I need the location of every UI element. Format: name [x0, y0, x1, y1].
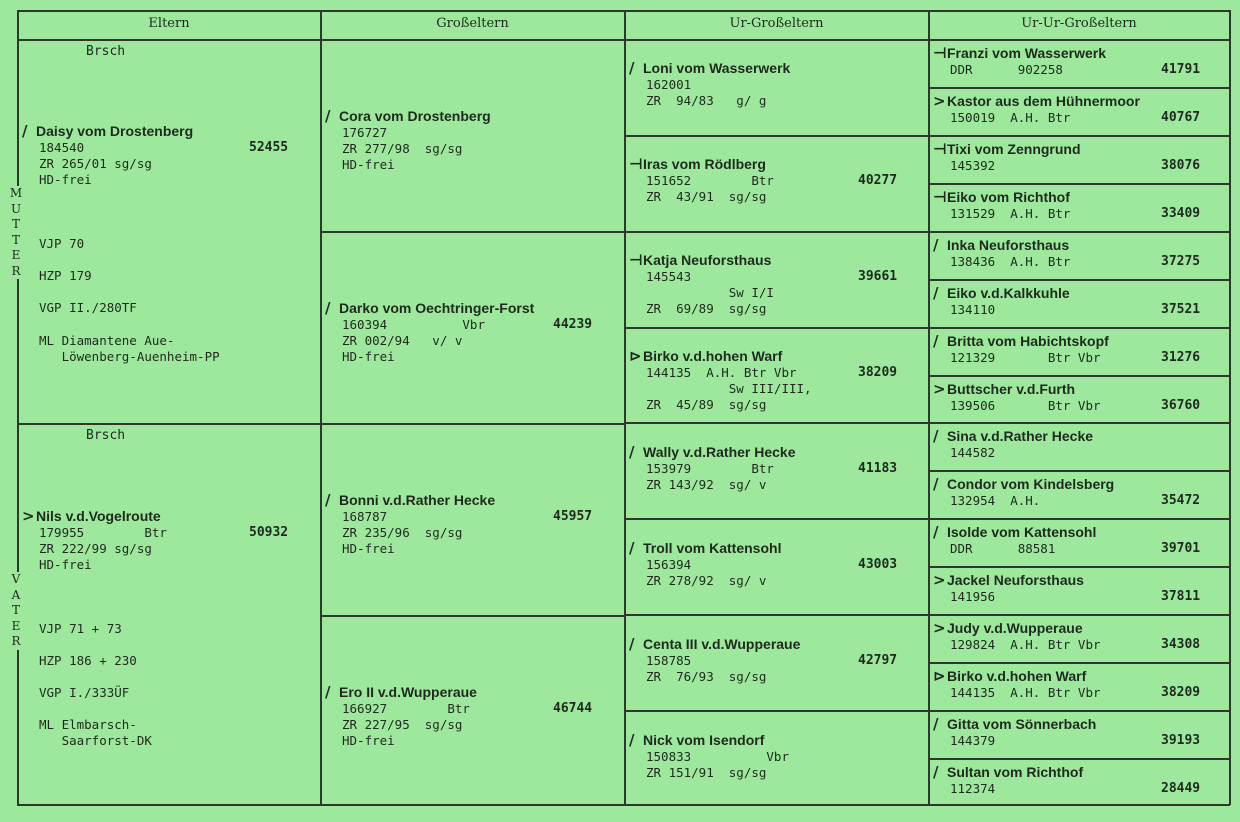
entry-line: HD-frei: [39, 172, 92, 187]
great-grandparent-entry: [629, 731, 924, 781]
pedigree-symbol-icon: /: [933, 332, 939, 350]
dog-name: Jackel Neuforsthaus: [947, 572, 1084, 588]
pedigree-symbol-icon: /: [933, 284, 939, 302]
dog-name: Franzi vom Wasserwerk: [947, 45, 1106, 61]
registration-number: 34308: [1161, 637, 1201, 652]
pedigree-symbol-icon: /: [933, 523, 939, 541]
row-divider: [928, 135, 1230, 137]
registration-number: 28449: [1161, 781, 1201, 796]
great-great-grandparent-entry: [933, 44, 1225, 78]
border-left: [17, 10, 19, 805]
dog-name: Darko vom Oechtringer-Forst: [339, 300, 535, 316]
entry-line: ZR 235/96 sg/sg: [342, 525, 463, 540]
dog-name: Tixi vom Zenngrund: [947, 141, 1081, 157]
entry-line: HD-frei: [342, 733, 395, 748]
great-grandparent-entry: [629, 251, 924, 317]
pedigree-symbol-icon: >: [933, 571, 946, 589]
great-great-grandparent-entry: [933, 284, 1225, 318]
row-divider: [320, 423, 625, 425]
entry-line: HD-frei: [342, 541, 395, 556]
registration-number: 46744: [553, 701, 593, 716]
entry-line: 158785: [646, 653, 692, 668]
row-divider: [928, 87, 1230, 89]
pedigree-symbol-icon: /: [629, 731, 635, 749]
entry-line: 132954 A.H.: [950, 493, 1041, 508]
registration-number: 37275: [1161, 254, 1201, 269]
pedigree-symbol-icon: ⊣: [933, 44, 947, 62]
pedigree-symbol-icon: ⊣: [933, 188, 947, 206]
father-ml-line2: Saarforst-DK: [39, 733, 152, 748]
great-great-grandparent-entry: [933, 763, 1225, 797]
row-divider: [928, 758, 1230, 760]
row-divider: [624, 135, 929, 137]
row-divider: [928, 231, 1230, 233]
registration-number: 45957: [553, 509, 593, 524]
pedigree-symbol-icon: /: [629, 539, 635, 557]
registration-number: 31276: [1161, 350, 1201, 365]
entry-line: Sw III/III,: [646, 381, 812, 396]
mother-ml-line1: ML Diamantene Aue-: [39, 333, 175, 348]
father-ml-line1: ML Elmbarsch-: [39, 717, 137, 732]
entry-line: ZR 278/92 sg/ v: [646, 573, 767, 588]
dog-name: Sina v.d.Rather Hecke: [947, 428, 1094, 444]
father-entry: [22, 507, 312, 573]
entry-line: ZR 76/93 sg/sg: [646, 669, 767, 684]
entry-line: 150833 Vbr: [646, 749, 789, 764]
entry-line: ZR 277/98 sg/sg: [342, 141, 463, 156]
entry-line: 134110: [950, 302, 996, 317]
pedigree-symbol-icon: /: [629, 635, 635, 653]
entry-line: 131529 A.H. Btr: [950, 206, 1071, 221]
dog-name: Cora vom Drostenberg: [339, 108, 491, 124]
father-vgp: VGP I./333ÜF: [39, 685, 130, 700]
row-divider: [928, 566, 1230, 568]
entry-line: 176727: [342, 125, 388, 140]
registration-number: 37811: [1161, 589, 1201, 604]
pedigree-symbol-icon: /: [933, 715, 939, 733]
dog-name: Nick vom Isendorf: [643, 732, 765, 748]
dog-name: Centa III v.d.Wupperaue: [643, 636, 801, 652]
dog-name: Gitta vom Sönnerbach: [947, 716, 1097, 732]
row-divider: [928, 327, 1230, 329]
border-col3: [624, 10, 626, 805]
pedigree-symbol-icon: /: [629, 443, 635, 461]
grandparent-entry: [325, 683, 620, 749]
entry-line: 145392: [950, 158, 996, 173]
registration-number: 38209: [1161, 685, 1201, 700]
dog-name: Judy v.d.Wupperaue: [947, 620, 1083, 636]
row-divider: [624, 710, 929, 712]
registration-number: 41791: [1161, 62, 1201, 77]
dog-name: Nils v.d.Vogelroute: [36, 508, 161, 524]
entry-line: 141956: [950, 589, 996, 604]
dog-name: Buttscher v.d.Furth: [947, 381, 1076, 397]
great-grandparent-entry: [629, 59, 924, 109]
entry-line: ZR 94/83 g/ g: [646, 93, 767, 108]
dog-name: Ero II v.d.Wupperaue: [339, 684, 477, 700]
border-bottom: [17, 804, 1230, 806]
mother-brsch: Brsch: [86, 44, 126, 59]
row-divider: [17, 423, 321, 425]
row-divider: [624, 422, 929, 424]
pedigree-symbol-icon: /: [629, 59, 635, 77]
entry-line: DDR 902258: [950, 62, 1063, 77]
dog-name: Loni vom Wasserwerk: [643, 60, 791, 76]
mother-hzp: HZP 179: [39, 268, 92, 283]
registration-number: 41183: [858, 461, 898, 476]
entry-line: Sw I/I: [646, 285, 774, 300]
great-great-grandparent-entry: [933, 380, 1225, 414]
side-label-vater: V A T E R: [9, 572, 23, 650]
entry-line: 144582: [950, 445, 996, 460]
entry-line: ZR 143/92 sg/ v: [646, 477, 767, 492]
entry-line: 153979 Btr: [646, 461, 774, 476]
registration-number: 39661: [858, 269, 898, 284]
pedigree-symbol-icon: /: [325, 491, 331, 509]
pedigree-symbol-icon: ⊳: [933, 667, 946, 685]
registration-number: 39193: [1161, 733, 1201, 748]
registration-number: 52455: [249, 140, 289, 155]
side-label-mutter: M U T T E R: [9, 186, 23, 278]
border-top: [17, 10, 1230, 12]
row-divider: [928, 422, 1230, 424]
registration-number: 42797: [858, 653, 898, 668]
mother-vgp: VGP II./280TF: [39, 300, 137, 315]
great-grandparent-entry: [629, 539, 924, 589]
entry-line: ZR 43/91 sg/sg: [646, 189, 767, 204]
entry-line: DDR 88581: [950, 541, 1056, 556]
row-divider: [928, 614, 1230, 616]
great-great-grandparent-entry: [933, 140, 1225, 174]
great-great-grandparent-entry: [933, 667, 1225, 701]
registration-number: 33409: [1161, 206, 1201, 221]
entry-line: 166927 Btr: [342, 701, 470, 716]
dog-name: Wally v.d.Rather Hecke: [643, 444, 796, 460]
row-divider: [928, 710, 1230, 712]
great-great-grandparent-entry: [933, 523, 1225, 557]
entry-line: 150019 A.H. Btr: [950, 110, 1071, 125]
dog-name: Eiko vom Richthof: [947, 189, 1070, 205]
row-divider: [928, 375, 1230, 377]
header-ur-ur-grosseltern: Ur-Ur-Großeltern: [1021, 16, 1137, 31]
pedigree-symbol-icon: /: [933, 427, 939, 445]
entry-line: 156394: [646, 557, 692, 572]
pedigree-symbol-icon: ⊣: [629, 155, 643, 173]
great-grandparent-entry: [629, 443, 924, 493]
great-great-grandparent-entry: [933, 427, 1225, 461]
entry-line: 138436 A.H. Btr: [950, 254, 1071, 269]
entry-line: 144379: [950, 733, 996, 748]
great-grandparent-entry: [629, 635, 924, 685]
father-brsch: Brsch: [86, 428, 126, 443]
row-divider: [928, 662, 1230, 664]
entry-line: 168787: [342, 509, 388, 524]
row-divider: [624, 327, 929, 329]
registration-number: 40277: [858, 173, 898, 188]
dog-name: Daisy vom Drostenberg: [36, 123, 194, 139]
entry-line: HD-frei: [342, 157, 395, 172]
registration-number: 36760: [1161, 398, 1201, 413]
entry-line: 184540: [39, 140, 85, 155]
registration-number: 35472: [1161, 493, 1201, 508]
dog-name: Iras vom Rödlberg: [643, 156, 766, 172]
dog-name: Bonni v.d.Rather Hecke: [339, 492, 496, 508]
entry-line: ZR 69/89 sg/sg: [646, 301, 767, 316]
dog-name: Inka Neuforsthaus: [947, 237, 1070, 253]
great-grandparent-entry: [629, 347, 924, 413]
great-great-grandparent-entry: [933, 236, 1225, 270]
registration-number: 43003: [858, 557, 898, 572]
father-vjp: VJP 71 + 73: [39, 621, 122, 636]
header-grosseltern: Großeltern: [436, 16, 509, 31]
header-ur-grosseltern: Ur-Großeltern: [729, 16, 824, 31]
dog-name: Sultan vom Richthof: [947, 764, 1084, 780]
dog-name: Condor vom Kindelsberg: [947, 476, 1115, 492]
row-divider: [928, 518, 1230, 520]
pedigree-symbol-icon: >: [22, 507, 35, 525]
grandparent-entry: [325, 491, 620, 557]
great-great-grandparent-entry: [933, 92, 1225, 126]
entry-line: 179955 Btr: [39, 525, 167, 540]
dog-name: Eiko v.d.Kalkkuhle: [947, 285, 1070, 301]
border-right: [1229, 10, 1231, 805]
entry-line: ZR 002/94 v/ v: [342, 333, 463, 348]
row-divider: [320, 231, 625, 233]
pedigree-symbol-icon: /: [22, 122, 28, 140]
entry-line: ZR 265/01 sg/sg: [39, 156, 152, 171]
entry-line: 121329 Btr Vbr: [950, 350, 1101, 365]
dog-name: Troll vom Kattensohl: [643, 540, 782, 556]
entry-line: ZR 222/99 sg/sg: [39, 541, 152, 556]
pedigree-symbol-icon: ⊣: [629, 251, 643, 269]
grandparent-entry: [325, 299, 620, 365]
great-great-grandparent-entry: [933, 475, 1225, 509]
pedigree-symbol-icon: /: [325, 299, 331, 317]
entry-line: 160394 Vbr: [342, 317, 485, 332]
row-divider: [624, 614, 929, 616]
dog-name: Isolde vom Kattensohl: [947, 524, 1097, 540]
pedigree-symbol-icon: /: [933, 763, 939, 781]
father-hzp: HZP 186 + 230: [39, 653, 137, 668]
dog-name: Birko v.d.hohen Warf: [947, 668, 1087, 684]
row-divider: [624, 518, 929, 520]
row-divider: [320, 615, 625, 617]
entry-line: 151652 Btr: [646, 173, 774, 188]
pedigree-symbol-icon: /: [933, 475, 939, 493]
border-col4: [928, 10, 930, 805]
dog-name: Katja Neuforsthaus: [643, 252, 772, 268]
dog-name: Britta vom Habichtskopf: [947, 333, 1109, 349]
great-great-grandparent-entry: [933, 715, 1225, 749]
row-divider: [928, 470, 1230, 472]
entry-line: 144135 A.H. Btr Vbr: [646, 365, 797, 380]
pedigree-symbol-icon: /: [325, 107, 331, 125]
row-divider: [624, 231, 929, 233]
header-eltern: Eltern: [148, 16, 190, 31]
pedigree-symbol-icon: >: [933, 380, 946, 398]
great-grandparent-entry: [629, 155, 924, 205]
entry-line: ZR 151/91 sg/sg: [646, 765, 767, 780]
pedigree-symbol-icon: ⊳: [629, 347, 642, 365]
great-great-grandparent-entry: [933, 619, 1225, 653]
pedigree-symbol-icon: >: [933, 619, 946, 637]
grandparent-entry: [325, 107, 620, 173]
entry-line: 112374: [950, 781, 996, 796]
registration-number: 40767: [1161, 110, 1201, 125]
header-bottom: [17, 39, 1230, 41]
entry-line: ZR 227/95 sg/sg: [342, 717, 463, 732]
dog-name: Kastor aus dem Hühnermoor: [947, 93, 1140, 109]
pedigree-symbol-icon: /: [933, 236, 939, 254]
entry-line: 139506 Btr Vbr: [950, 398, 1101, 413]
entry-line: HD-frei: [342, 349, 395, 364]
great-great-grandparent-entry: [933, 571, 1225, 605]
entry-line: 129824 A.H. Btr Vbr: [950, 637, 1101, 652]
row-divider: [928, 279, 1230, 281]
pedigree-symbol-icon: ⊣: [933, 140, 947, 158]
great-great-grandparent-entry: [933, 188, 1225, 222]
mother-vjp: VJP 70: [39, 236, 85, 251]
row-divider: [928, 183, 1230, 185]
registration-number: 39701: [1161, 541, 1201, 556]
registration-number: 50932: [249, 525, 289, 540]
entry-line: HD-frei: [39, 557, 92, 572]
entry-line: ZR 45/89 sg/sg: [646, 397, 767, 412]
great-great-grandparent-entry: [933, 332, 1225, 366]
registration-number: 37521: [1161, 302, 1201, 317]
entry-line: 162001: [646, 77, 692, 92]
pedigree-symbol-icon: /: [325, 683, 331, 701]
pedigree-symbol-icon: >: [933, 92, 946, 110]
mother-ml-line2: Löwenberg-Auenheim-PP: [39, 349, 220, 364]
border-col2: [320, 10, 322, 805]
dog-name: Birko v.d.hohen Warf: [643, 348, 783, 364]
registration-number: 38209: [858, 365, 898, 380]
mother-entry: [22, 122, 312, 188]
entry-line: 144135 A.H. Btr Vbr: [950, 685, 1101, 700]
registration-number: 44239: [553, 317, 593, 332]
registration-number: 38076: [1161, 158, 1201, 173]
entry-line: 145543: [646, 269, 692, 284]
